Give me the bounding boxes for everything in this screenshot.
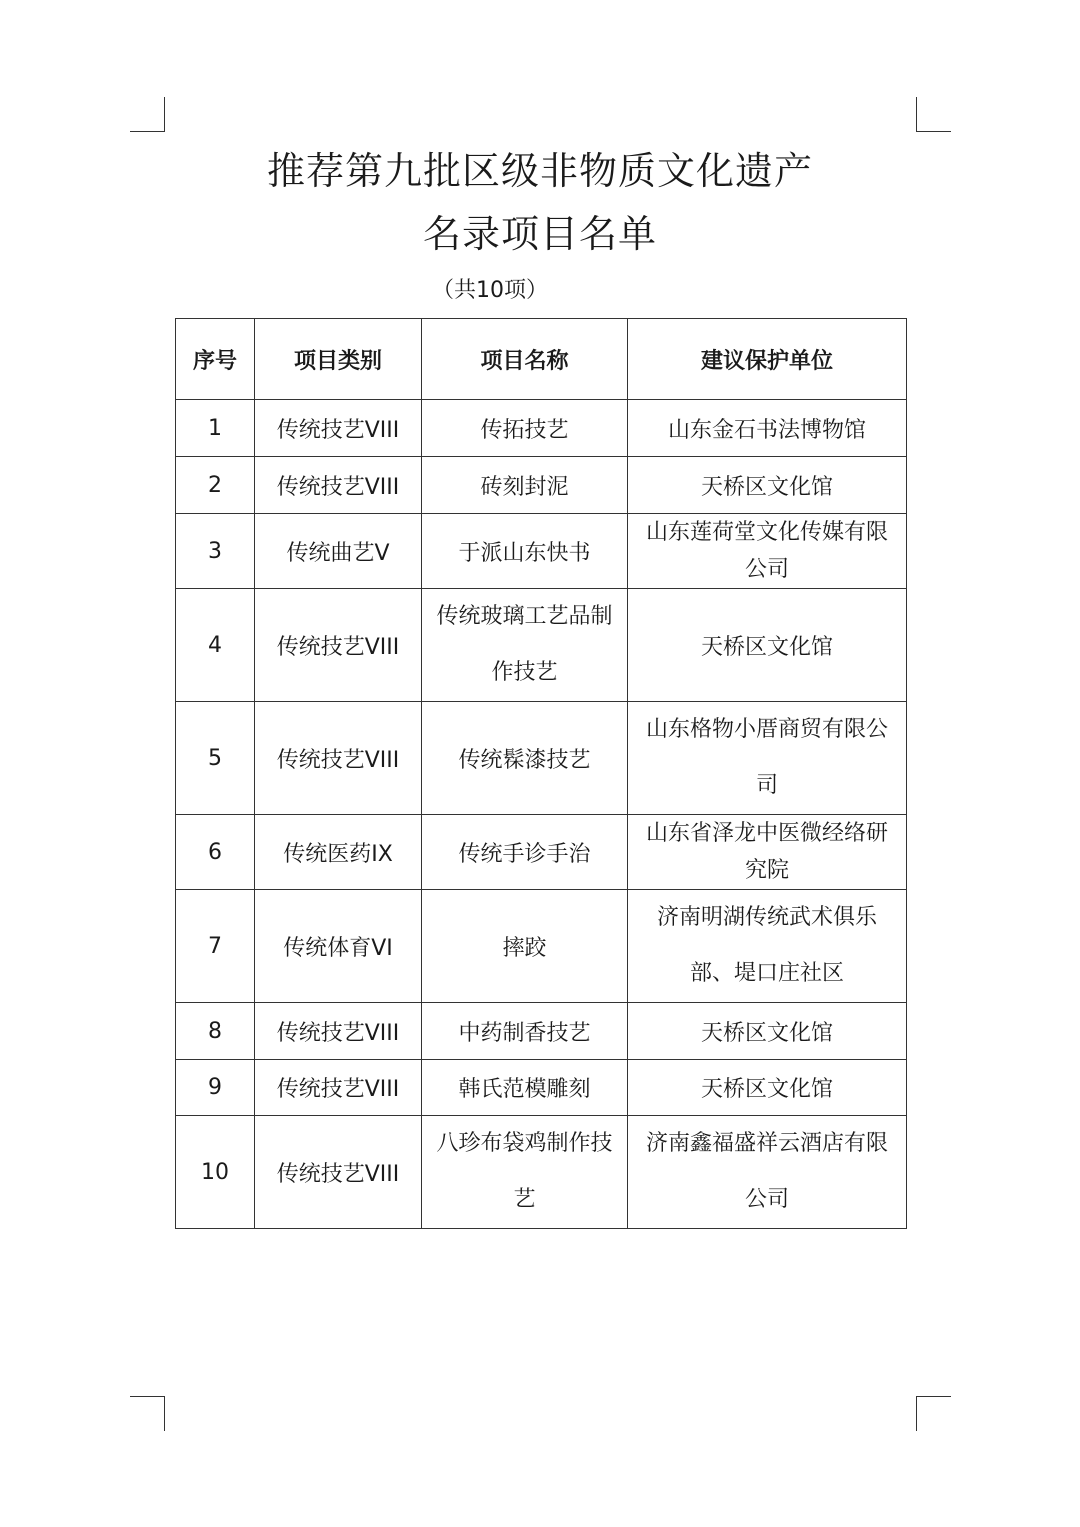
cell-no: 1 bbox=[176, 400, 255, 457]
cell-no: 2 bbox=[176, 457, 255, 514]
cell-name: 于派山东快书 bbox=[422, 514, 628, 589]
cell-unit: 天桥区文化馆 bbox=[628, 457, 907, 514]
cell-category: 传统曲艺V bbox=[255, 514, 422, 589]
cell-no: 10 bbox=[176, 1116, 255, 1229]
cell-no: 3 bbox=[176, 514, 255, 589]
cell-unit: 山东省泽龙中医微经络研究院 bbox=[628, 815, 907, 890]
cell-unit: 济南明湖传统武术俱乐部、堤口庄社区 bbox=[628, 890, 907, 1003]
table-row bbox=[176, 1116, 907, 1229]
cell-name: 摔跤 bbox=[422, 890, 628, 1003]
document-subtitle: （共10项） bbox=[432, 278, 548, 303]
cell-category: 传统技艺VIII bbox=[255, 400, 422, 457]
cell-name: 传统玻璃工艺品制作技艺 bbox=[422, 589, 628, 702]
crop-mark-bottom-left bbox=[130, 1396, 165, 1431]
cell-no: 8 bbox=[176, 1003, 255, 1060]
cell-category: 传统体育VI bbox=[255, 890, 422, 1003]
cell-unit: 山东金石书法博物馆 bbox=[628, 400, 907, 457]
document-title-line2: 名录项目名单 bbox=[422, 212, 657, 256]
table-header-row bbox=[176, 319, 907, 400]
table-row bbox=[176, 589, 907, 702]
cell-category: 传统技艺VIII bbox=[255, 1003, 422, 1060]
cell-category: 传统技艺VIII bbox=[255, 1060, 422, 1116]
cell-unit: 天桥区文化馆 bbox=[628, 1003, 907, 1060]
cell-category: 传统技艺VIII bbox=[255, 457, 422, 514]
table-row bbox=[176, 514, 907, 589]
cell-unit: 山东莲荷堂文化传媒有限公司 bbox=[628, 514, 907, 589]
cell-name: 传拓技艺 bbox=[422, 400, 628, 457]
cell-name: 八珍布袋鸡制作技艺 bbox=[422, 1116, 628, 1229]
cell-category: 传统技艺VIII bbox=[255, 589, 422, 702]
cell-no: 9 bbox=[176, 1060, 255, 1116]
header-no: 序号 bbox=[176, 319, 255, 400]
cell-name: 砖刻封泥 bbox=[422, 457, 628, 514]
cell-unit: 济南鑫福盛祥云酒店有限公司 bbox=[628, 1116, 907, 1229]
table-row bbox=[176, 457, 907, 514]
cell-no: 7 bbox=[176, 890, 255, 1003]
table-row bbox=[176, 400, 907, 457]
crop-mark-top-left bbox=[130, 97, 165, 132]
cell-name: 韩氏范模雕刻 bbox=[422, 1060, 628, 1116]
cell-name: 中药制香技艺 bbox=[422, 1003, 628, 1060]
cell-unit: 山东格物小厝商贸有限公司 bbox=[628, 702, 907, 815]
table-row bbox=[176, 1060, 907, 1116]
cell-unit: 天桥区文化馆 bbox=[628, 1060, 907, 1116]
crop-mark-bottom-right bbox=[916, 1396, 951, 1431]
cell-unit: 天桥区文化馆 bbox=[628, 589, 907, 702]
table-row bbox=[176, 815, 907, 890]
cell-no: 4 bbox=[176, 589, 255, 702]
cell-no: 5 bbox=[176, 702, 255, 815]
crop-mark-top-right bbox=[916, 97, 951, 132]
table-row bbox=[176, 1003, 907, 1060]
cell-category: 传统医药IX bbox=[255, 815, 422, 890]
header-unit: 建议保护单位 bbox=[628, 319, 907, 400]
project-list-table bbox=[175, 318, 907, 1229]
cell-name: 传统手诊手治 bbox=[422, 815, 628, 890]
cell-category: 传统技艺VIII bbox=[255, 1116, 422, 1229]
table-row bbox=[176, 890, 907, 1003]
header-category: 项目类别 bbox=[255, 319, 422, 400]
cell-category: 传统技艺VIII bbox=[255, 702, 422, 815]
cell-no: 6 bbox=[176, 815, 255, 890]
header-name: 项目名称 bbox=[422, 319, 628, 400]
document-title-line1: 推荐第九批区级非物质文化遗产 bbox=[266, 149, 813, 193]
table-row bbox=[176, 702, 907, 815]
cell-name: 传统髹漆技艺 bbox=[422, 702, 628, 815]
